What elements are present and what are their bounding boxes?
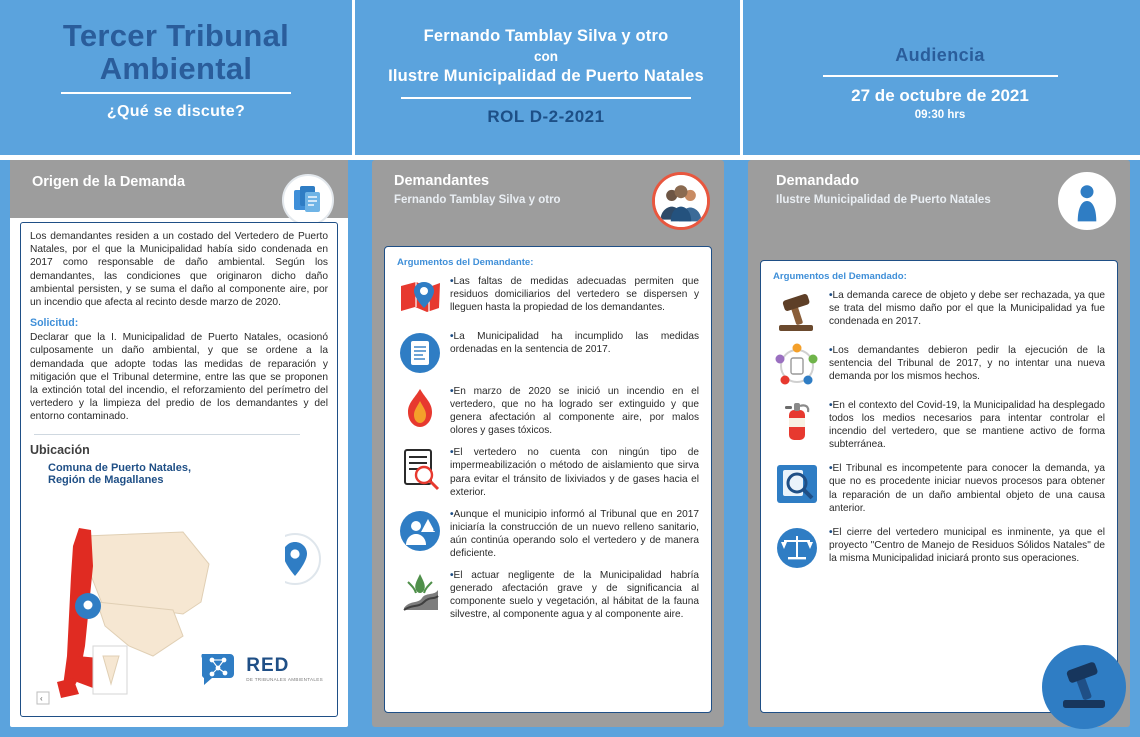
svg-text:‹: ‹	[40, 694, 43, 703]
origin-request-label: Solicitud:	[30, 317, 79, 330]
defendant-name: Ilustre Municipalidad de Puerto Natales	[776, 194, 991, 206]
hearing-date: 27 de octubre de 2021	[851, 86, 1029, 105]
tribunal-title-line2: Ambiental	[99, 50, 253, 86]
argument-text: •Las faltas de medidas adecuadas permiten que residuos domiciliarios del vertedero se dispersen y lleguen hasta la propiedad de los demandantes.	[450, 276, 699, 314]
origin-request-text: Declarar que la I. Municipalidad de Puerto Natales, ocasionó culposamente un daño ambiental, y que se ordene a la demandada que adopte todas las medidas de reparación y mitigación que el Tribunal determine, entre las que se proponen la extinción total del incendio, el reforzamiento del perímetro del vertedero y la limpieza del predio de los demandantes y del entorno contaminado.	[30, 332, 328, 423]
argument-text: •Los demandantes debieron pedir la ejecución de la sentencia del Tribunal de 2017, y no intentar una nueva demanda por los mismos hechos.	[829, 345, 1105, 383]
fire-icon	[397, 385, 443, 431]
argument-text: •En el contexto del Covid-19, la Municipalidad ha desplegado todos los medios necesarios para intentar controlar el incendio del vertedero, que se mantiene activo de forma subterránea.	[829, 400, 1105, 451]
argument-text: •La Municipalidad ha incumplido las medidas ordenadas en la sentencia de 2017.	[450, 331, 699, 356]
defendant-args-label: Argumentos del Demandado:	[773, 271, 907, 282]
header-hearing-block	[740, 0, 1140, 155]
plaintiff-arguments-box	[384, 246, 712, 713]
plaintiff-panel	[372, 160, 724, 727]
header-case-block	[352, 0, 740, 155]
argument-row	[397, 330, 699, 376]
process-cycle-icon	[773, 344, 821, 388]
defendant-heading: Demandado	[776, 173, 859, 189]
case-counterparty: Ilustre Municipalidad de Puerto Natales	[388, 67, 704, 85]
divider	[401, 97, 691, 99]
magnifier-document-icon	[773, 462, 821, 506]
origin-panel	[10, 160, 348, 727]
balance-scale-icon	[773, 526, 821, 570]
documents-icon	[282, 174, 334, 226]
hearing-label: Audiencia	[895, 45, 985, 65]
argument-text: •El cierre del vertedero municipal es inminente, ya que el proyecto "Centro de Manejo de Residuos Sólidos Natales" de la misma Municipalidad iniciará pronto sus operaciones.	[829, 526, 1105, 564]
argument-text: •El actuar negligente de la Municipalidad habría generado afectación grave y de significancia al componente suelo y vegetación, al hábitat de la fauna silvestre, al componente agua y al componente aire.	[450, 570, 699, 621]
case-party: Fernando Tamblay Silva y otro	[423, 27, 669, 45]
alert-person-icon	[397, 508, 443, 554]
document-search-icon	[397, 446, 443, 492]
argument-row	[397, 446, 699, 498]
case-rol: ROL D-2-2021	[487, 107, 605, 126]
red-logo	[198, 646, 323, 690]
argument-body: La Municipalidad ha incumplido las medidas ordenadas en la sentencia de 2017.	[450, 331, 699, 356]
argument-text: •El Tribunal es incompetente para conocer la demanda, ya que no es procedente iniciar nuevos procesos para obtener la reparación de un daño ambiental objeto de una causa anterior.	[829, 463, 1105, 514]
case-con: con	[533, 49, 558, 64]
argument-row	[397, 569, 699, 621]
location-line1: Comuna de Puerto Natales,	[48, 461, 192, 474]
argument-body: En marzo de 2020 se inició un incendio en el vertedero, que no ha logrado ser extinguido y que genera afectación al componente aire, por malos olores y gases tóxicos.	[450, 386, 699, 437]
origin-title: Origen de la Demanda	[32, 174, 186, 190]
tribunal-title	[0, 20, 352, 85]
plaintiff-name: Fernando Tamblay Silva y otro	[394, 194, 561, 206]
red-logo-text: RED	[246, 654, 290, 676]
origin-paragraph: Los demandantes residen a un costado del Vertedero de Puerto Natales, por el que la Municipalidad había sido condenada en 2017 como responsable de daño ambiental. Según los demandantes, las condiciones que originaron dicho daño ambiental persisten, y se suma el daño al componente aire, por un incendio que afecta al recinto desde marzo de 2020.	[30, 231, 328, 309]
defendant-column	[748, 160, 1130, 727]
argument-body: El Tribunal es incompetente para conocer la demanda, ya que no es procedente iniciar nuevos procesos para obtener la reparación de un daño ambiental objeto de una causa anterior.	[829, 463, 1105, 514]
fire-extinguisher-icon	[773, 399, 821, 443]
argument-row	[397, 508, 699, 560]
red-logo-subtext: DE TRIBUNALES AMBIENTALES	[246, 676, 323, 682]
argument-row	[773, 526, 1105, 570]
defendant-arguments-box	[760, 260, 1118, 713]
origin-body	[20, 222, 338, 717]
divider	[34, 434, 300, 435]
argument-row	[773, 344, 1105, 388]
gavel-badge-icon	[1042, 645, 1126, 729]
divider	[61, 92, 291, 94]
argument-body: Las faltas de medidas adecuadas permiten que residuos domiciliarios del vertedero se dispersen y lleguen hasta la propiedad de los demandantes.	[450, 276, 699, 314]
argument-body: La demanda carece de objeto y debe ser rechazada, ya que se trata del mismo daño por el que la Municipalidad ya fue condenada en 2017.	[829, 290, 1105, 328]
plaintiff-heading: Demandantes	[394, 173, 490, 189]
argument-row	[397, 385, 699, 437]
origin-column	[10, 160, 348, 727]
tribunal-subtitle: ¿Qué se discute?	[106, 103, 246, 121]
gavel-icon	[773, 289, 821, 333]
plaintiff-args-label: Argumentos del Demandante:	[397, 257, 534, 268]
plaintiff-column	[372, 160, 724, 727]
argument-body: El actuar negligente de la Municipalidad habría generado afectación grave y de significancia al componente suelo y vegetación, al hábitat de la fauna silvestre, al componente agua y al componente aire.	[450, 570, 699, 621]
person-icon	[1058, 172, 1116, 230]
map-pin-icon	[397, 275, 443, 321]
header-tribunal-block	[0, 0, 352, 155]
argument-row	[773, 462, 1105, 514]
argument-body: El cierre del vertedero municipal es inminente, ya que el proyecto "Centro de Manejo de Residuos Sólidos Natales" de la misma Municipalidad iniciará pronto sus operaciones.	[829, 526, 1105, 564]
argument-text: •El vertedero no cuenta con ningún tipo de impermeabilización o método de aislamiento que sirva para evitar el tránsito de lixiviados y de gases hacia el exterior.	[450, 447, 699, 498]
argument-text: •En marzo de 2020 se inició un incendio en el vertedero, que no ha logrado ser extinguido y que genera afectación al componente aire, por malos olores y gases tóxicos.	[450, 386, 699, 437]
people-avatar-icon	[652, 172, 710, 230]
argument-body: Los demandantes debieron pedir la ejecución de la sentencia del Tribunal de 2017, y no intentar una nueva demanda por los mismos hechos.	[829, 345, 1105, 383]
tribunal-title-line1: Tercer Tribunal	[62, 18, 290, 53]
argument-row	[773, 289, 1105, 333]
network-icon	[198, 646, 242, 690]
location-title: Ubicación	[30, 442, 90, 457]
divider	[823, 75, 1058, 77]
argument-text: •La demanda carece de objeto y debe ser rechazada, ya que se trata del mismo daño por el que la Municipalidad ya fue condenada en 2017.	[829, 290, 1105, 328]
hearing-time: 09:30 hrs	[914, 109, 966, 121]
argument-row	[397, 275, 699, 321]
location-line2: Región de Magallanes	[48, 473, 164, 486]
argument-row	[773, 399, 1105, 451]
document-scroll-icon	[397, 330, 443, 376]
argument-body: En el contexto del Covid-19, la Municipalidad ha desplegado todos los medios necesarios para intentar controlar el incendio del vertedero, que se mantiene activo de forma subterránea.	[829, 400, 1105, 451]
argument-text: •Aunque el municipio informó al Tribunal que en 2017 iniciaría la construcción de un nuevo relleno sanitario, aún continúa operando solo el vertedero y de manera deficiente.	[450, 508, 699, 560]
polluted-water-plant-icon	[397, 569, 443, 615]
defendant-panel	[748, 160, 1130, 727]
header	[0, 0, 1140, 155]
argument-body: Aunque el municipio informó al Tribunal que en 2017 iniciaría la construcción de un nuevo relleno sanitario, aún continúa operando solo el vertedero y de manera deficiente.	[450, 508, 699, 560]
argument-body: El vertedero no cuenta con ningún tipo de impermeabilización o método de aislamiento que sirva para evitar el tránsito de lixiviados y de gases hacia el exterior.	[450, 447, 699, 498]
